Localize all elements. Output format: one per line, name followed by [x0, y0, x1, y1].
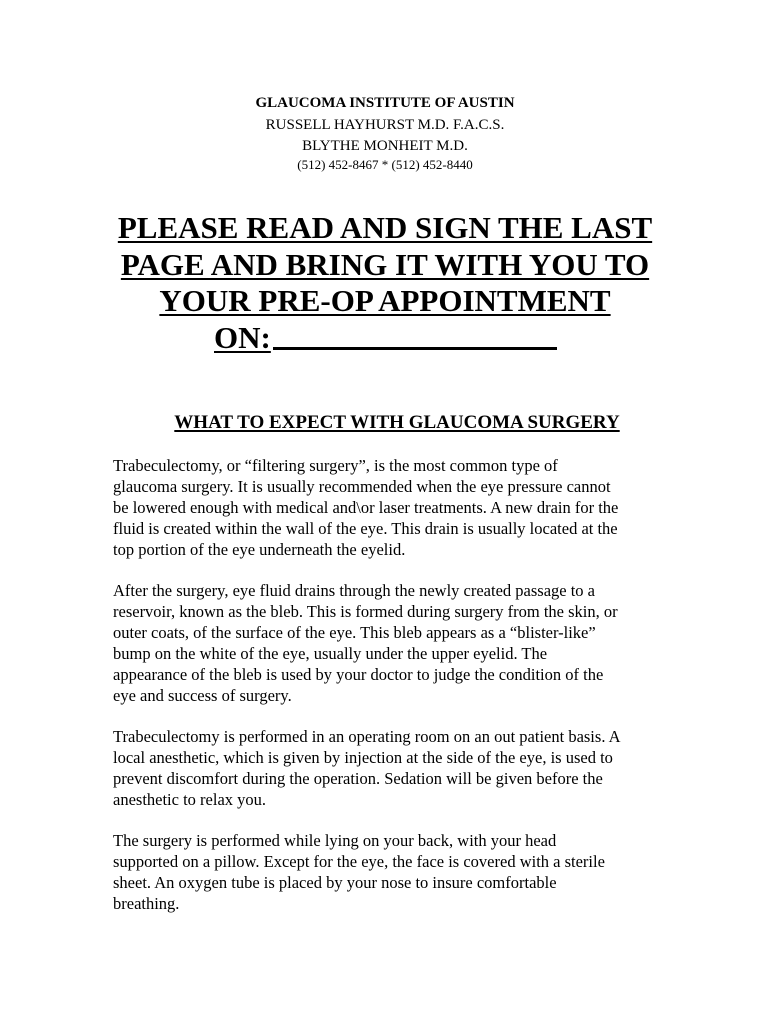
notice-line-1: PLEASE READ AND SIGN THE LAST: [117, 210, 653, 245]
appointment-on-label: ON:: [214, 320, 271, 355]
body-line: fluid is created within the wall of the eye. This drain is usually located at the: [113, 519, 618, 538]
body-line: sheet. An oxygen tube is placed by your nose to insure comfortable: [113, 873, 557, 892]
phone-numbers: (512) 452-8467 * (512) 452-8440: [297, 157, 473, 172]
doctor-name-2: BLYTHE MONHEIT M.D.: [302, 138, 468, 154]
notice-line-2: PAGE AND BRING IT WITH YOU TO: [120, 247, 650, 282]
body-line: prevent discomfort during the operation. Sedation will be given before the: [113, 769, 603, 788]
body-line: supported on a pillow. Except for the eye, the face is covered with a sterile: [113, 852, 605, 871]
body-line: glaucoma surgery. It is usually recommended when the eye pressure cannot: [113, 477, 611, 496]
section-title: WHAT TO EXPECT WITH GLAUCOMA SURGERY: [174, 412, 620, 433]
body-line: bump on the white of the eye, usually under the upper eyelid. The: [113, 644, 548, 663]
appointment-date-blank: [273, 347, 557, 350]
body-line: top portion of the eye underneath the eyelid.: [113, 540, 406, 559]
body-line: Trabeculectomy, or “filtering surgery”, is the most common type of: [113, 456, 558, 475]
body-line: Trabeculectomy is performed in an operating room on an out patient basis. A: [113, 727, 621, 746]
body-line: reservoir, known as the bleb. This is formed during surgery from the skin, or: [113, 602, 618, 621]
body-line: After the surgery, eye fluid drains through the newly created passage to a: [113, 581, 595, 600]
body-line: outer coats, of the surface of the eye. This bleb appears as a “blister-like”: [113, 623, 596, 642]
institute-name: GLAUCOMA INSTITUTE OF AUSTIN: [255, 95, 515, 111]
body-line: local anesthetic, which is given by injection at the side of the eye, is used to: [113, 748, 613, 767]
body-line: The surgery is performed while lying on your back, with your head: [113, 831, 557, 850]
body-line: appearance of the bleb is used by your doctor to judge the condition of the: [113, 665, 604, 684]
body-line: eye and success of surgery.: [113, 686, 292, 705]
appointment-date-field: [214, 322, 557, 353]
notice-line-3: YOUR PRE-OP APPOINTMENT: [159, 283, 611, 318]
doctor-name-1: RUSSELL HAYHURST M.D. F.A.C.S.: [265, 117, 505, 133]
body-line: anesthetic to relax you.: [113, 790, 267, 809]
body-line: breathing.: [113, 894, 180, 913]
body-line: be lowered enough with medical and\or laser treatments. A new drain for the: [113, 498, 619, 517]
